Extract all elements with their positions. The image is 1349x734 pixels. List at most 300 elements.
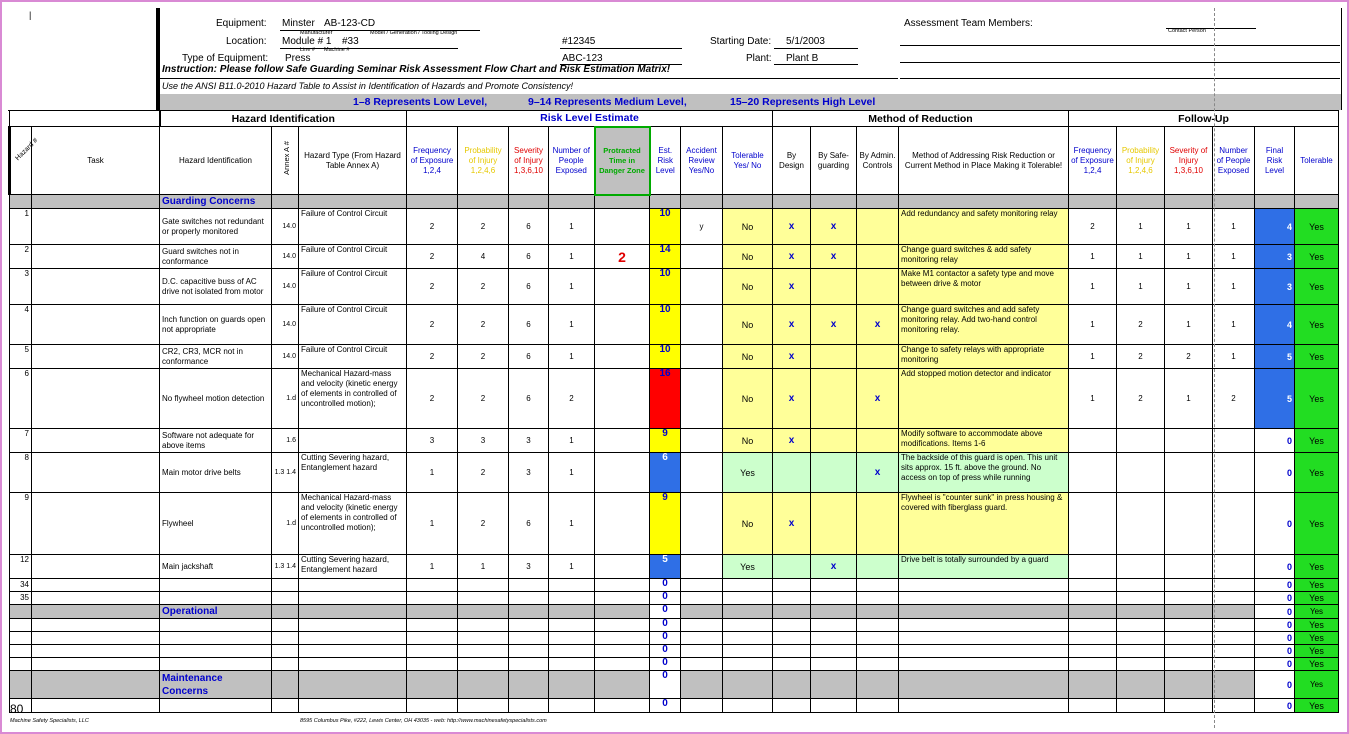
est-risk-cell[interactable]: 0 — [650, 699, 681, 713]
fu-tolerable-cell[interactable]: Yes — [1295, 699, 1339, 713]
method-cell[interactable]: Change guard switches & add safety monitoring relay — [899, 245, 1069, 269]
annex-cell[interactable]: 1.d — [272, 493, 299, 555]
empty-cell[interactable] — [299, 619, 407, 632]
severity-cell[interactable]: 6 — [509, 269, 549, 305]
empty-cell[interactable] — [857, 592, 899, 605]
empty-cell[interactable] — [272, 579, 299, 592]
fu-frequency-cell[interactable]: 1 — [1069, 269, 1117, 305]
empty-cell[interactable] — [595, 699, 650, 713]
hazard-type[interactable]: Failure of Control Circuit — [299, 269, 407, 305]
hazard-identification[interactable]: Gate switches not redundant or properly monitored — [160, 209, 272, 245]
empty-cell[interactable] — [407, 658, 458, 671]
fu-severity-cell[interactable]: 1 — [1165, 269, 1213, 305]
frequency-cell[interactable]: 1 — [407, 555, 458, 579]
est-risk-cell[interactable]: 16 — [650, 369, 681, 429]
empty-cell[interactable] — [723, 592, 773, 605]
empty-cell[interactable] — [272, 658, 299, 671]
accident-cell[interactable] — [681, 269, 723, 305]
empty-cell[interactable] — [681, 632, 723, 645]
by-safeguarding-cell[interactable]: x — [811, 305, 857, 345]
empty-cell[interactable] — [458, 658, 509, 671]
empty-cell[interactable] — [1117, 699, 1165, 713]
empty-cell[interactable] — [272, 645, 299, 658]
fu-tolerable-cell[interactable]: Yes — [1295, 592, 1339, 605]
fu-people-cell[interactable] — [1213, 453, 1255, 493]
empty-cell[interactable] — [272, 619, 299, 632]
empty-cell[interactable] — [32, 699, 160, 713]
by-admin-cell[interactable] — [857, 269, 899, 305]
empty-cell[interactable] — [595, 579, 650, 592]
severity-cell[interactable]: 6 — [509, 305, 549, 345]
fu-people-cell[interactable]: 1 — [1213, 345, 1255, 369]
fu-tolerable-cell[interactable]: Yes — [1295, 493, 1339, 555]
fu-frequency-cell[interactable]: 1 — [1069, 369, 1117, 429]
fu-severity-cell[interactable]: 1 — [1165, 209, 1213, 245]
hazard-no[interactable] — [10, 645, 32, 658]
probability-cell[interactable]: 1 — [458, 555, 509, 579]
by-design-cell[interactable]: x — [773, 209, 811, 245]
by-admin-cell[interactable] — [857, 429, 899, 453]
empty-cell[interactable] — [458, 632, 509, 645]
by-safeguarding-cell[interactable]: x — [811, 555, 857, 579]
empty-cell[interactable] — [811, 592, 857, 605]
fu-probability-cell[interactable] — [1117, 429, 1165, 453]
final-risk-cell[interactable]: 5 — [1255, 369, 1295, 429]
empty-cell[interactable] — [1117, 579, 1165, 592]
method-cell[interactable]: Add stopped motion detector and indicator — [899, 369, 1069, 429]
fu-tolerable-cell[interactable]: Yes — [1295, 632, 1339, 645]
empty-cell[interactable] — [549, 579, 595, 592]
empty-cell[interactable] — [509, 699, 549, 713]
empty-cell[interactable] — [595, 632, 650, 645]
empty-cell[interactable] — [723, 645, 773, 658]
hazard-identification[interactable]: CR2, CR3, MCR not in conformance — [160, 345, 272, 369]
by-safeguarding-cell[interactable]: x — [811, 245, 857, 269]
hazard-type[interactable]: Mechanical Hazard-mass and velocity (kinetic energy of elements in controlled of uncontrolled motion); — [299, 369, 407, 429]
annex-cell[interactable]: 1.3 1.4 — [272, 555, 299, 579]
people-cell[interactable]: 1 — [549, 305, 595, 345]
empty-cell[interactable] — [1117, 592, 1165, 605]
hazard-no[interactable]: 8 — [10, 453, 32, 493]
method-cell[interactable]: Modify software to accommodate above modifications. Items 1-6 — [899, 429, 1069, 453]
annex-cell[interactable]: 14.0 — [272, 209, 299, 245]
empty-cell[interactable] — [1165, 579, 1213, 592]
est-risk-cell[interactable]: 10 — [650, 305, 681, 345]
fu-probability-cell[interactable]: 1 — [1117, 269, 1165, 305]
empty-cell[interactable] — [299, 699, 407, 713]
task-cell[interactable] — [32, 209, 160, 245]
hazard-type[interactable]: Cutting Severing hazard, Entanglement hazard — [299, 453, 407, 493]
empty-cell[interactable] — [1117, 619, 1165, 632]
final-risk-cell[interactable]: 0 — [1255, 493, 1295, 555]
fu-severity-cell[interactable]: 1 — [1165, 305, 1213, 345]
empty-cell[interactable] — [1117, 632, 1165, 645]
empty-cell[interactable] — [32, 579, 160, 592]
est-risk-cell[interactable]: 10 — [650, 345, 681, 369]
by-safeguarding-cell[interactable] — [811, 493, 857, 555]
est-risk-cell[interactable]: 0 — [650, 658, 681, 671]
task-cell[interactable] — [32, 269, 160, 305]
frequency-cell[interactable]: 2 — [407, 245, 458, 269]
fu-tolerable-cell[interactable]: Yes — [1295, 245, 1339, 269]
by-safeguarding-cell[interactable] — [811, 345, 857, 369]
est-risk-cell[interactable]: 0 — [650, 619, 681, 632]
final-risk-cell[interactable]: 4 — [1255, 305, 1295, 345]
empty-cell[interactable] — [160, 645, 272, 658]
fu-severity-cell[interactable] — [1165, 555, 1213, 579]
empty-cell[interactable] — [407, 579, 458, 592]
empty-cell[interactable] — [1213, 699, 1255, 713]
final-risk-cell[interactable]: 0 — [1255, 699, 1295, 713]
empty-cell[interactable] — [458, 592, 509, 605]
empty-cell[interactable] — [773, 579, 811, 592]
by-safeguarding-cell[interactable]: x — [811, 209, 857, 245]
hazard-no[interactable]: 3 — [10, 269, 32, 305]
accident-cell[interactable] — [681, 555, 723, 579]
empty-cell[interactable] — [1165, 645, 1213, 658]
empty-cell[interactable] — [1069, 619, 1117, 632]
final-risk-cell[interactable]: 0 — [1255, 429, 1295, 453]
empty-cell[interactable] — [723, 699, 773, 713]
empty-cell[interactable] — [723, 632, 773, 645]
location-ref[interactable]: #12345 — [562, 36, 596, 47]
empty-cell[interactable] — [549, 645, 595, 658]
fu-frequency-cell[interactable] — [1069, 555, 1117, 579]
fu-frequency-cell[interactable] — [1069, 493, 1117, 555]
fu-severity-cell[interactable]: 1 — [1165, 245, 1213, 269]
est-risk-cell[interactable]: 9 — [650, 429, 681, 453]
empty-cell[interactable] — [299, 592, 407, 605]
fu-tolerable-cell[interactable]: Yes — [1295, 619, 1339, 632]
empty-cell[interactable] — [681, 645, 723, 658]
task-cell[interactable] — [32, 305, 160, 345]
accident-cell[interactable] — [681, 493, 723, 555]
tolerable-cell[interactable]: No — [723, 245, 773, 269]
empty-cell[interactable] — [549, 619, 595, 632]
fu-tolerable-cell[interactable]: Yes — [1295, 555, 1339, 579]
fu-probability-cell[interactable] — [1117, 453, 1165, 493]
fu-severity-cell[interactable] — [1165, 493, 1213, 555]
by-admin-cell[interactable]: x — [857, 305, 899, 345]
empty-cell[interactable] — [1117, 658, 1165, 671]
method-cell[interactable]: Change to safety relays with appropriate monitoring — [899, 345, 1069, 369]
empty-cell[interactable] — [509, 658, 549, 671]
empty-cell[interactable] — [1165, 632, 1213, 645]
fu-frequency-cell[interactable]: 1 — [1069, 245, 1117, 269]
severity-cell[interactable]: 6 — [509, 345, 549, 369]
fu-probability-cell[interactable] — [1117, 493, 1165, 555]
hazard-no[interactable]: 12 — [10, 555, 32, 579]
hazard-no[interactable]: 9 — [10, 493, 32, 555]
final-risk-cell[interactable]: 3 — [1255, 269, 1295, 305]
annex-cell[interactable]: 14.0 — [272, 269, 299, 305]
protracted-cell[interactable] — [595, 453, 650, 493]
hazard-type[interactable]: Failure of Control Circuit — [299, 345, 407, 369]
empty-cell[interactable] — [595, 619, 650, 632]
empty-cell[interactable] — [299, 632, 407, 645]
severity-cell[interactable]: 3 — [509, 453, 549, 493]
task-cell[interactable] — [32, 429, 160, 453]
empty-cell[interactable] — [681, 699, 723, 713]
severity-cell[interactable]: 6 — [509, 369, 549, 429]
fu-frequency-cell[interactable]: 2 — [1069, 209, 1117, 245]
equipment-model[interactable]: AB-123-CD — [324, 18, 376, 29]
final-risk-cell[interactable]: 0 — [1255, 645, 1295, 658]
fu-tolerable-cell[interactable]: Yes — [1295, 345, 1339, 369]
probability-cell[interactable]: 4 — [458, 245, 509, 269]
fu-people-cell[interactable]: 2 — [1213, 369, 1255, 429]
method-cell[interactable]: The backside of this guard is open. This unit sits approx. 15 ft. above the ground. No access on top of press while running — [899, 453, 1069, 493]
tolerable-cell[interactable]: Yes — [723, 555, 773, 579]
fu-frequency-cell[interactable]: 1 — [1069, 305, 1117, 345]
fu-tolerable-cell[interactable]: Yes — [1295, 369, 1339, 429]
fu-probability-cell[interactable] — [1117, 555, 1165, 579]
annex-cell[interactable]: 1.d — [272, 369, 299, 429]
severity-cell[interactable]: 3 — [509, 555, 549, 579]
empty-cell[interactable] — [1213, 579, 1255, 592]
protracted-cell[interactable] — [595, 345, 650, 369]
probability-cell[interactable]: 2 — [458, 305, 509, 345]
people-cell[interactable]: 1 — [549, 453, 595, 493]
hazard-no[interactable]: 34 — [10, 579, 32, 592]
by-admin-cell[interactable]: x — [857, 369, 899, 429]
annex-cell[interactable]: 14.0 — [272, 345, 299, 369]
method-cell[interactable]: Change guard switches and add safety monitoring relay. Add two-hand control monitoring relay. — [899, 305, 1069, 345]
empty-cell[interactable] — [458, 619, 509, 632]
est-risk-cell[interactable]: 10 — [650, 269, 681, 305]
frequency-cell[interactable]: 2 — [407, 209, 458, 245]
protracted-cell[interactable] — [595, 493, 650, 555]
accident-cell[interactable]: y — [681, 209, 723, 245]
final-risk-cell[interactable]: 0 — [1255, 592, 1295, 605]
equipment-manufacturer[interactable]: Minster — [282, 18, 315, 29]
people-cell[interactable]: 1 — [549, 245, 595, 269]
final-risk-cell[interactable]: 0 — [1255, 658, 1295, 671]
empty-cell[interactable] — [299, 579, 407, 592]
task-cell[interactable] — [32, 453, 160, 493]
severity-cell[interactable]: 6 — [509, 493, 549, 555]
empty-cell[interactable] — [1213, 592, 1255, 605]
hazard-type[interactable]: Failure of Control Circuit — [299, 245, 407, 269]
protracted-cell[interactable] — [595, 305, 650, 345]
fu-tolerable-cell[interactable]: Yes — [1295, 658, 1339, 671]
empty-cell[interactable] — [407, 619, 458, 632]
by-admin-cell[interactable] — [857, 245, 899, 269]
tolerable-cell[interactable]: No — [723, 369, 773, 429]
tolerable-cell[interactable]: No — [723, 305, 773, 345]
empty-cell[interactable] — [407, 645, 458, 658]
tolerable-cell[interactable]: No — [723, 429, 773, 453]
protracted-cell[interactable] — [595, 269, 650, 305]
empty-cell[interactable] — [773, 619, 811, 632]
empty-cell[interactable] — [773, 645, 811, 658]
hazard-type[interactable]: Failure of Control Circuit — [299, 305, 407, 345]
fu-people-cell[interactable] — [1213, 429, 1255, 453]
accident-cell[interactable] — [681, 245, 723, 269]
empty-cell[interactable] — [811, 645, 857, 658]
empty-cell[interactable] — [549, 699, 595, 713]
empty-cell[interactable] — [1069, 632, 1117, 645]
fu-tolerable-cell[interactable]: Yes — [1295, 645, 1339, 658]
method-cell[interactable]: Add redundancy and safety monitoring relay — [899, 209, 1069, 245]
final-risk-cell[interactable]: 4 — [1255, 209, 1295, 245]
probability-cell[interactable]: 3 — [458, 429, 509, 453]
empty-cell[interactable] — [1069, 579, 1117, 592]
fu-frequency-cell[interactable]: 1 — [1069, 345, 1117, 369]
protracted-cell[interactable] — [595, 555, 650, 579]
est-risk-cell[interactable]: 9 — [650, 493, 681, 555]
tolerable-cell[interactable]: No — [723, 345, 773, 369]
by-admin-cell[interactable] — [857, 555, 899, 579]
empty-cell[interactable] — [160, 632, 272, 645]
location-line[interactable]: Module # 1 — [282, 36, 332, 47]
empty-cell[interactable] — [160, 592, 272, 605]
method-cell[interactable]: Drive belt is totally surrounded by a guard — [899, 555, 1069, 579]
empty-cell[interactable] — [509, 645, 549, 658]
hazard-identification[interactable]: D.C. capacitive buss of AC drive not isolated from motor — [160, 269, 272, 305]
empty-cell[interactable] — [857, 579, 899, 592]
people-cell[interactable]: 1 — [549, 555, 595, 579]
est-risk-cell[interactable]: 10 — [650, 209, 681, 245]
fu-tolerable-cell[interactable]: Yes — [1295, 305, 1339, 345]
protracted-cell[interactable] — [595, 429, 650, 453]
empty-cell[interactable] — [272, 632, 299, 645]
frequency-cell[interactable]: 2 — [407, 269, 458, 305]
fu-tolerable-cell[interactable]: Yes — [1295, 579, 1339, 592]
task-cell[interactable] — [32, 245, 160, 269]
empty-cell[interactable] — [811, 579, 857, 592]
empty-cell[interactable] — [509, 592, 549, 605]
probability-cell[interactable]: 2 — [458, 269, 509, 305]
by-safeguarding-cell[interactable] — [811, 429, 857, 453]
final-risk-cell[interactable]: 0 — [1255, 555, 1295, 579]
fu-probability-cell[interactable]: 1 — [1117, 245, 1165, 269]
by-design-cell[interactable]: x — [773, 269, 811, 305]
by-design-cell[interactable]: x — [773, 245, 811, 269]
fu-severity-cell[interactable] — [1165, 429, 1213, 453]
empty-cell[interactable] — [32, 592, 160, 605]
hazard-identification[interactable]: No flywheel motion detection — [160, 369, 272, 429]
empty-cell[interactable] — [1069, 658, 1117, 671]
probability-cell[interactable]: 2 — [458, 493, 509, 555]
frequency-cell[interactable]: 1 — [407, 493, 458, 555]
frequency-cell[interactable]: 2 — [407, 305, 458, 345]
empty-cell[interactable] — [899, 592, 1069, 605]
by-safeguarding-cell[interactable] — [811, 453, 857, 493]
tolerable-cell[interactable]: No — [723, 493, 773, 555]
hazard-type[interactable]: Failure of Control Circuit — [299, 209, 407, 245]
empty-cell[interactable] — [1165, 592, 1213, 605]
fu-people-cell[interactable] — [1213, 493, 1255, 555]
empty-cell[interactable] — [1213, 632, 1255, 645]
empty-cell[interactable] — [1069, 592, 1117, 605]
hazard-no[interactable]: 4 — [10, 305, 32, 345]
frequency-cell[interactable]: 1 — [407, 453, 458, 493]
empty-cell[interactable] — [681, 619, 723, 632]
empty-cell[interactable] — [160, 619, 272, 632]
people-cell[interactable]: 2 — [549, 369, 595, 429]
empty-cell[interactable] — [857, 658, 899, 671]
empty-cell[interactable] — [32, 645, 160, 658]
plant-value[interactable]: Plant B — [786, 53, 819, 64]
empty-cell[interactable] — [549, 658, 595, 671]
by-safeguarding-cell[interactable] — [811, 269, 857, 305]
empty-cell[interactable] — [857, 699, 899, 713]
empty-cell[interactable] — [299, 645, 407, 658]
empty-cell[interactable] — [32, 632, 160, 645]
empty-cell[interactable] — [272, 699, 299, 713]
empty-cell[interactable] — [160, 658, 272, 671]
empty-cell[interactable] — [595, 658, 650, 671]
hazard-type[interactable] — [299, 429, 407, 453]
empty-cell[interactable] — [1069, 699, 1117, 713]
accident-cell[interactable] — [681, 429, 723, 453]
accident-cell[interactable] — [681, 345, 723, 369]
empty-cell[interactable] — [1213, 619, 1255, 632]
protracted-cell[interactable] — [595, 369, 650, 429]
empty-cell[interactable] — [899, 632, 1069, 645]
hazard-identification[interactable]: Software not adequate for above items — [160, 429, 272, 453]
people-cell[interactable]: 1 — [549, 209, 595, 245]
by-design-cell[interactable]: x — [773, 345, 811, 369]
empty-cell[interactable] — [1165, 699, 1213, 713]
fu-people-cell[interactable]: 1 — [1213, 209, 1255, 245]
est-risk-cell[interactable]: 0 — [650, 645, 681, 658]
fu-severity-cell[interactable]: 2 — [1165, 345, 1213, 369]
hazard-identification[interactable]: Main motor drive belts — [160, 453, 272, 493]
empty-cell[interactable] — [549, 592, 595, 605]
accident-cell[interactable] — [681, 453, 723, 493]
probability-cell[interactable]: 2 — [458, 345, 509, 369]
fu-severity-cell[interactable]: 1 — [1165, 369, 1213, 429]
fu-tolerable-cell[interactable]: Yes — [1295, 429, 1339, 453]
accident-cell[interactable] — [681, 369, 723, 429]
protracted-cell[interactable]: 2 — [595, 245, 650, 269]
empty-cell[interactable] — [899, 658, 1069, 671]
empty-cell[interactable] — [773, 592, 811, 605]
empty-cell[interactable] — [272, 592, 299, 605]
by-admin-cell[interactable]: x — [857, 453, 899, 493]
annex-cell[interactable]: 14.0 — [272, 305, 299, 345]
people-cell[interactable]: 1 — [549, 345, 595, 369]
fu-tolerable-cell[interactable]: Yes — [1295, 453, 1339, 493]
empty-cell[interactable] — [681, 658, 723, 671]
frequency-cell[interactable]: 2 — [407, 345, 458, 369]
est-risk-cell[interactable]: 14 — [650, 245, 681, 269]
empty-cell[interactable] — [509, 579, 549, 592]
hazard-no[interactable]: 5 — [10, 345, 32, 369]
starting-date-value[interactable]: 5/1/2003 — [786, 36, 825, 47]
empty-cell[interactable] — [595, 592, 650, 605]
est-risk-cell[interactable]: 0 — [650, 579, 681, 592]
empty-cell[interactable] — [458, 645, 509, 658]
hazard-identification[interactable]: Main jackshaft — [160, 555, 272, 579]
by-admin-cell[interactable] — [857, 345, 899, 369]
empty-cell[interactable] — [1165, 619, 1213, 632]
empty-cell[interactable] — [857, 619, 899, 632]
fu-severity-cell[interactable] — [1165, 453, 1213, 493]
tolerable-cell[interactable]: Yes — [723, 453, 773, 493]
frequency-cell[interactable]: 2 — [407, 369, 458, 429]
type-ref[interactable]: ABC-123 — [562, 53, 603, 64]
tolerable-cell[interactable]: No — [723, 269, 773, 305]
by-admin-cell[interactable] — [857, 493, 899, 555]
hazard-identification[interactable]: Flywheel — [160, 493, 272, 555]
final-risk-cell[interactable]: 0 — [1255, 619, 1295, 632]
hazard-no[interactable]: 2 — [10, 245, 32, 269]
by-design-cell[interactable]: x — [773, 369, 811, 429]
fu-people-cell[interactable]: 1 — [1213, 269, 1255, 305]
